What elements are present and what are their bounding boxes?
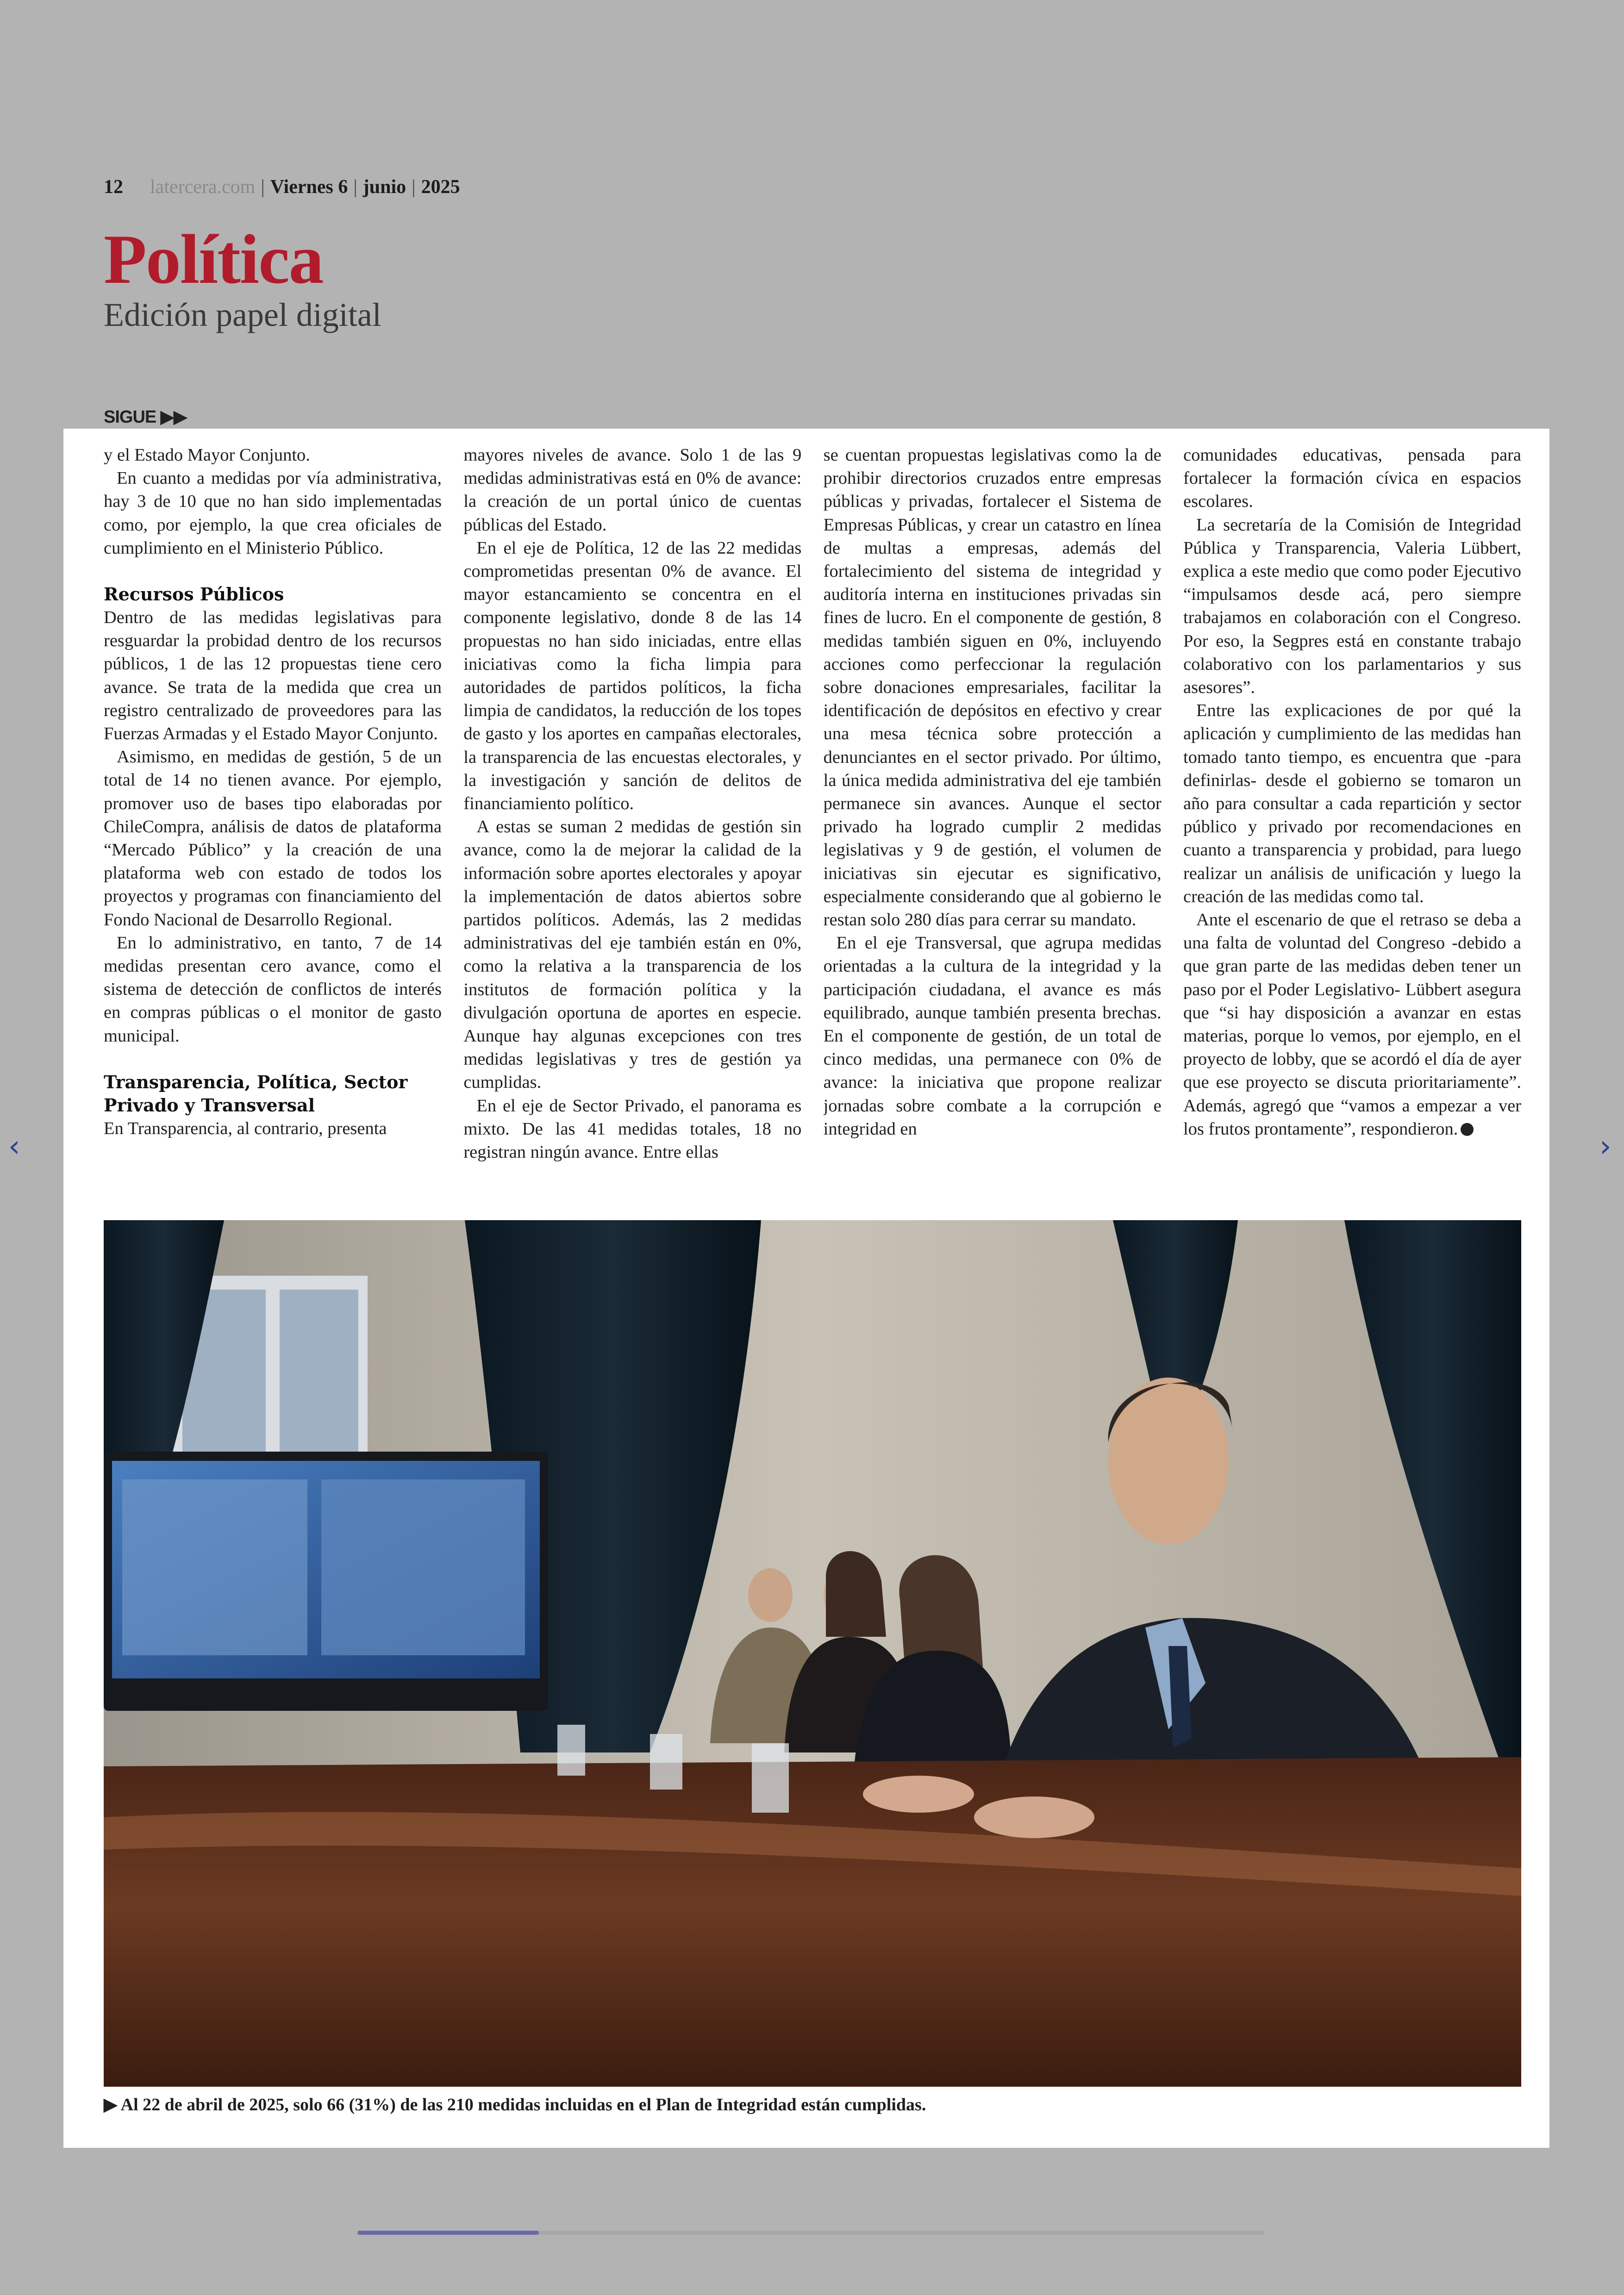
paragraph [1183,908,1521,1141]
photo-caption: ▶ Al 22 de abril de 2025, solo 66 (31%) de las 210 medidas incluidas en el Plan de Integridad están cumplidas. [104,2095,926,2114]
paragraph: En Transparencia, al contrario, presenta [104,1118,387,1138]
paragraph-text: Ante el escenario de que el retraso se deba a una falta de voluntad del Congreso -debido a que gran parte de las medidas deben tener un paso por el Poder Legislativo- Lübbert asegura que “si hay disposición a avanzar en estas materias, porque lo vemos, por ejemplo, en el proyecto de lobby, que se acordó el día de ayer que ese proyecto se discuta prioritariamente”. Además, agregó que “vamos a empezar a ver los frutos prontamente”, respondieron. [1183,910,1521,1139]
subheading: Transparencia, Política, Sector Privado y Transversal [104,1071,408,1116]
continues-label: SIGUE ▶▶ [104,407,187,427]
paragraph: La secretaría de la Comisión de Integridad Pública y Transparencia, Valeria Lübbert, explica a este medio que como poder Ejecutivo “impulsamos desde acá, pero siempre trabajamos en colaboración con el Congreso. Por eso, la Segpres está en constante trabajo colaborativo con los parlamentarios y sus asesores”. [1183,515,1521,698]
folio-month: junio [362,176,406,198]
chevron-left-icon[interactable]: ‹ [8,1129,20,1164]
paragraph: En lo administrativo, en tanto, 7 de 14 medidas presentan cero avance, como el sistema de detección de conflictos de interés en compras públicas o el monitor de gasto municipal. [104,933,442,1046]
chevron-right-icon[interactable]: › [1599,1129,1612,1164]
paragraph: mayores niveles de avance. Solo 1 de las 9 medidas administrativas está en 0% de avance: la creación de un portal único de cuentas públicas del Estado. [463,445,802,535]
paragraph: A estas se suman 2 medidas de gestión sin avance, como la de mejorar la calidad de la información sobre aportes electorales y apoyar la implementación de datos abiertos sobre partidos políticos. Además, las 2 medidas administrativas del eje también están en 0%, como la relativa a la transparencia de los institutos de formación política y la divulgación oportuna de aportes en especie. Aunque hay algunas excepciones con tres medidas legislativas y tres de gestión ya cumplidas. [463,817,802,1092]
paragraph: comunidades educativas, pensada para fortalecer la formación cívica en espacios escolares. [1183,445,1521,511]
folio-separator: | [412,176,416,198]
photo-glass [752,1743,789,1813]
folio-year: 2025 [421,176,460,198]
section-subtitle: Edición papel digital [104,296,381,333]
paragraph: Entre las explicaciones de por qué la aplicación y cumplimiento de las medidas han tomado tanto tiempo, es encuentra que -para definirlas- desde el gobierno se tomaron un año para consultar a cada repartición y sector público y privado por recomendaciones en cuanto a transparencia y probidad, para luego realizar un análisis de unificación y luego la creación de las medidas como tal. [1183,701,1521,906]
photo-hands [974,1796,1094,1838]
paragraph: En cuanto a medidas por vía administrativa, hay 3 de 10 que no han sido implementadas como, por ejemplo, la que crea oficiales de cumplimiento en el Ministerio Público. [104,468,442,558]
folio-separator: | [353,176,357,198]
paragraph: En el eje de Política, 12 de las 22 medidas comprometidas presentan 0% de avance. El mayor estancamiento se concentra en el componente legislativo, donde 8 de las 14 propuestas no han sido iniciadas, entre ellas iniciativas como la ficha limpia para autoridades de partidos políticos, la ficha limpia de candidatos, la reducción de los topes de gasto y los aportes en campañas electorales, la transparencia de las encuestas electorales, y la investigación y sanción de delitos de financiamiento político. [463,538,802,814]
meeting-photo-illustration [104,1220,1521,2087]
end-of-article-icon [1461,1123,1474,1136]
reading-progress-bar[interactable] [357,2231,1265,2235]
photo-screen-video [321,1479,525,1655]
photo-screen-video [122,1479,307,1655]
paragraph: En el eje Transversal, que agrupa medidas orientadas a la cultura de la integridad y la participación ciudadana, el avance es más equilibrado, aunque también presenta brechas. En el componente de gestión, de un total de cinco medidas, una permanece con 0% de avance: la iniciativa que propone realizar jornadas sobre combate a la corrupción e integridad en [823,933,1162,1139]
site-name: latercera.com [150,176,256,198]
folio-separator: | [261,176,265,198]
photo-hands [863,1776,974,1813]
page-header [104,176,844,331]
photo-table [104,1757,1521,2087]
newspaper-page [63,429,1549,2148]
photo-glass [650,1734,682,1790]
paragraph: Asimismo, en medidas de gestión, 5 de un total de 14 no tienen avance. Por ejemplo, promover uso de bases tipo elaboradas por ChileCompra, análisis de datos de plataforma “Mercado Público” y la creación de una plataforma web con estado de todos los proyectos y programas con financiamiento del Fondo Nacional de Desarrollo Regional. [104,747,442,929]
folio-line [104,176,844,198]
section-title: Política [104,220,323,298]
photo-glass [557,1725,585,1776]
paragraph: En el eje de Sector Privado, el panorama es mixto. De las 41 medidas totales, 18 no registran ningún avance. Entre ellas [463,1096,802,1162]
photo-person-head [748,1568,793,1622]
paragraph: se cuentan propuestas legislativas como la de prohibir directorios cruzados entre empresas públicas y privadas, fortalecer el Sistema de Empresas Públicas, y crear un catastro en línea de multas a empresas, además del fortalecimiento del sistema de integridad y auditoría interna en instituciones privadas sin fines de lucro. En el componente de gestión, 8 medidas también siguen en 0%, incluyendo acciones como perfeccionar la regulación sobre donaciones empresariales, facilitar la identificación de depósitos en efectivo y crear una mesa técnica sobre protección a denunciantes en el sector privado. Por último, la única medida administrativa del eje también permanece sin avances. Aunque el sector privado ha logrado cumplir 2 medidas legislativas y 9 de gestión, el volumen de iniciativas sin ejecutar es significativo, especialmente considerando que al gobierno le restan solo 280 días para cerrar su mandato. [823,445,1162,930]
paragraph: y el Estado Mayor Conjunto. [104,445,310,465]
subheading: Recursos Públicos [104,584,284,605]
article-photo [104,1220,1521,2087]
folio-weekday: Viernes 6 [270,176,348,198]
page-number: 12 [104,176,123,198]
paragraph: Dentro de las medidas legislativas para resguardar la probidad dentro de los recursos públicos, 1 de las 12 propuestas tiene cero avance. Se trata de la medida que crea un registro centralizado de proveedores para las Fuerzas Armadas y el Estado Mayor Conjunto. [104,608,442,744]
reading-progress-fill [357,2231,539,2235]
